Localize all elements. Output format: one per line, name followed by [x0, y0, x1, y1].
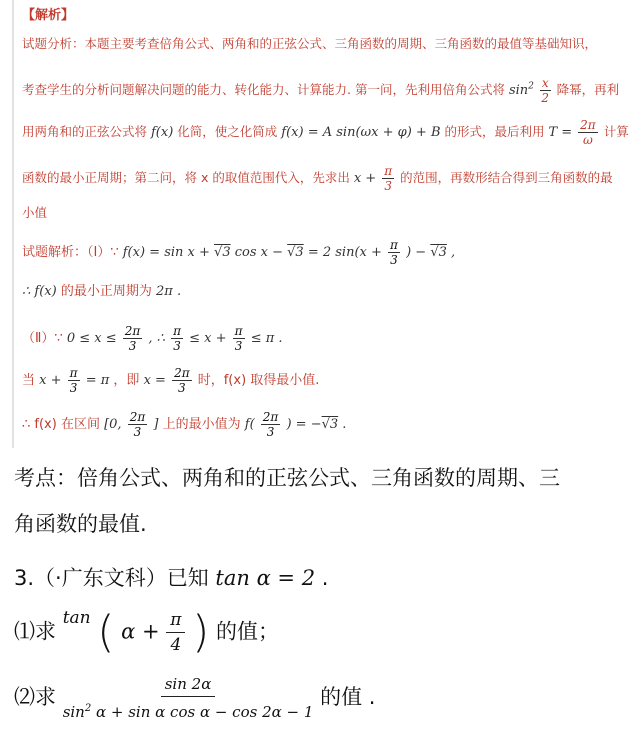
analysis-line-1: 试题分析：本题主要考查倍角公式、两角和的正弦公式、三角函数的周期、三角函数的最值等基础知识，: [22, 36, 598, 51]
solution-part-1: 试题解析：（Ⅰ）∵ f(x) = sin x + √3 cos x − √3 = 2 sin(x + $\frac{\pi}{3}$ ) − √3 ,: [22, 238, 456, 267]
question-2: ⑵求 $\frac{\sin 2\alpha}{\sin^2 \alpha + \sin \alpha \cos \alpha - \cos 2\alpha - 1}$ 的值 .: [14, 672, 375, 724]
kaodian-line-1: 考点：倍角公式、两角和的正弦公式、三角函数的周期、三: [14, 466, 560, 490]
solution-min-point: 当 x + $\frac{\pi}{3}$ = π ，即 x = $\frac{2\pi}{3}$ 时，f(x) 取得最小值.: [22, 366, 320, 395]
analysis-line-3: 用两角和的正弦公式将 f(x) 化简，使之化简成 f(x) = A sin(ωx + φ) + B 的形式，最后利用 T = $\frac{2\pi}{\omega}$ 计算: [22, 118, 629, 147]
analysis-tag: 【解析】: [22, 8, 75, 23]
solution-part-2: （Ⅱ）∵ 0 ≤ x ≤ $\frac{2\pi}{3}$ , ∴ $\frac{\pi}{3}$ ≤ x + $\frac{\pi}{3}$ ≤ π .: [22, 324, 283, 353]
question-1: ⑴求 $^{tan}$ ( α + $\frac{\pi}{4}$ ) 的值；: [14, 606, 280, 658]
solution-conclusion: ∴ f(x) 在区间 [0, $\frac{2\pi}{3}$ ] 上的最小值为 f( $\frac{2\pi}{3}$ ) = −√3 .: [22, 410, 347, 439]
kaodian-line-2: 角函数的最值.: [14, 512, 147, 536]
analysis-line-2: 考查学生的分析问题解决问题的能力、转化能力、计算能力. 第一问，先利用倍角公式将 $\sin^2$ $\frac{x}{2}$ 降幂，再利: [22, 76, 620, 105]
analysis-line-4: 函数的最小正周期；第二问，将 x 的取值范围代入，先求出 x + $\frac{\pi}{3}$ 的范围，再数形结合得到三角函数的最: [22, 164, 613, 193]
analysis-line-5: 小值: [22, 205, 48, 220]
problem-title: 3.（·广东文科）已知 tan α = 2 .: [14, 566, 329, 590]
solution-period: ∴ f(x) 的最小正周期为 2π .: [22, 284, 182, 299]
analysis-scan-image: [12, 0, 630, 448]
